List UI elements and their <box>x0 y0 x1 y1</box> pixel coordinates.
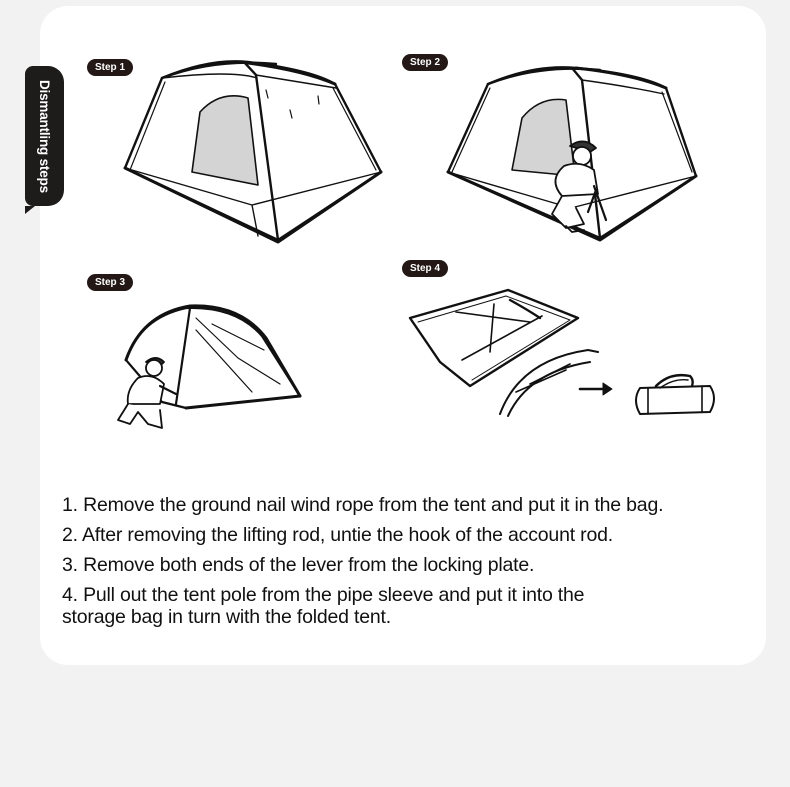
instruction-step-2: 2. After removing the lifting rod, untie the hook of the account rod. <box>62 524 613 546</box>
side-tab-label: Dismantling steps <box>37 79 52 193</box>
step4-poles-illustration <box>500 350 598 416</box>
step-2-badge: Step 2 <box>402 54 448 71</box>
step1-tent-illustration <box>125 61 381 242</box>
instruction-step-4: 4. Pull out the tent pole from the pipe sleeve and put it into the storage bag in turn with the folded tent. <box>62 584 585 628</box>
step-1-badge: Step 1 <box>87 59 133 76</box>
step2-tent-illustration <box>448 67 696 240</box>
instruction-list <box>62 494 752 636</box>
arrow-right-icon <box>580 383 612 395</box>
storage-bag-illustration <box>636 375 714 414</box>
instruction-step-1: 1. Remove the ground nail wind rope from the tent and put it in the bag. <box>62 494 664 516</box>
instruction-step-3: 3. Remove both ends of the lever from the locking plate. <box>62 554 535 576</box>
step-4-badge: Step 4 <box>402 260 448 277</box>
step-3-badge: Step 3 <box>87 274 133 291</box>
step3-tent-illustration <box>118 306 300 428</box>
